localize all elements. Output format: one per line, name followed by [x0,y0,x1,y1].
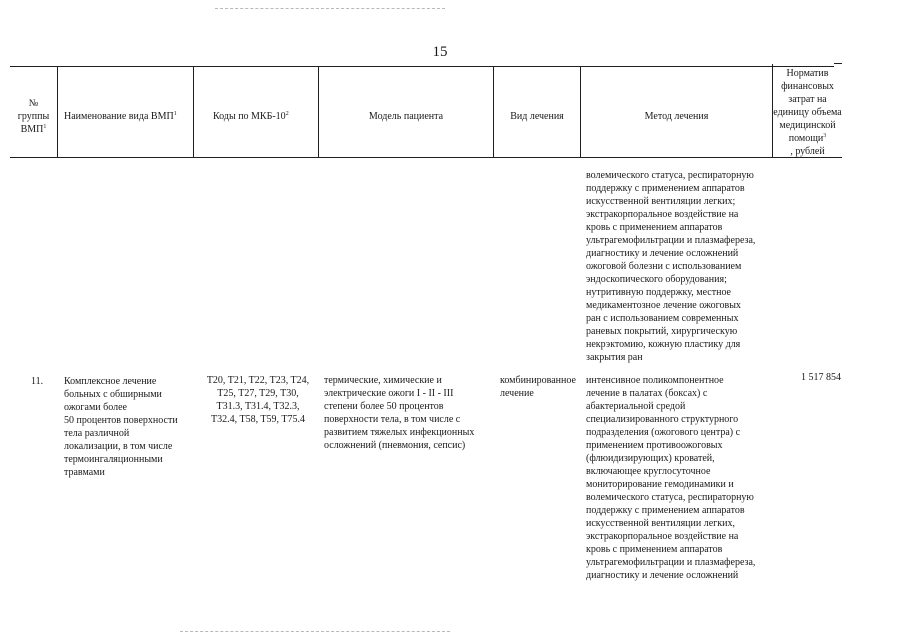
page-number: 15 [432,44,448,60]
row-treatment-type: комбинированное лечение [500,375,576,399]
table-top-border [10,66,834,67]
header-treatment-method: Метод лечения [644,111,709,122]
row-icd-codes: T20, T21, T22, T23, T24, T25, T27, T29, T30, T31.3, T31.4, T32.3, T32.4, T58, T59, T75.4 [206,375,310,425]
continued-method-text: волемического статуса, респираторную поддержку с применением аппаратов искусственной вентиляции легких; экстракорпоральное воздействие на кровь с применением аппаратов ультрагемофильтрации и плазмафереза, диагностику и лечение осложнений ожоговой болезни с использованием эндоскопического оборудования; нутритивную поддержку, местное медикаментозное лечение ожоговых ран с использованием современных раневых покрытий, хирургическую некрэктомию, кожную пластику для закрытия ран [586,170,756,363]
row-treatment-method: интенсивное поликомпонентное лечение в палатах (боксах) с абактериальной средой специализированного структурного подразделения (ожогового центра) с применением противоожоговых (флюидизирующих) кроватей, включающее круглосуточное мониторирование гемодинамики и волемического статуса, респираторную поддержку с применением аппаратов искусственной вентиляции легких, экстракорпоральное воздействие на кровь с применением аппаратов ультрагемофильтрации и плазмафереза, диагностику и лечение осложнений [586,375,756,581]
header-bottom-border [10,157,842,158]
header-icd-codes: Коды по МКБ-$10^2$ [213,111,289,122]
row-group-no: 11. [31,376,44,387]
column-divider [57,66,58,157]
scan-artifact-top [215,8,445,10]
scan-artifact-bottom [180,631,450,633]
header-group-no: № группы ВМП$^1$ [17,98,50,135]
row-cost: 1 517 854 [801,372,841,383]
header-treatment-type: Вид лечения [510,111,564,122]
header-cost-norm: Норматив финансовых затрат на единицу объема медицинской помощи$^3$ , рублей [773,68,842,157]
header-patient-model: Модель пациента [368,111,444,122]
column-divider [193,66,194,157]
row-patient-model: термические, химические и электрические ожоги I - II - III степени более 50 процентов поверхности тела, в том числе с развитием тяжелых инфекционных осложнений (пневмония, сепсис) [324,375,475,451]
header-vmp-name: Наименование вида ВМП$^1$ [64,111,177,122]
table-top-border-right [834,63,842,64]
row-vmp-name: Комплексное лечение больных с обширными ожогами более 50 процентов поверхности тела различной локализации, в том числе термоингаляционными травмами [64,376,178,478]
